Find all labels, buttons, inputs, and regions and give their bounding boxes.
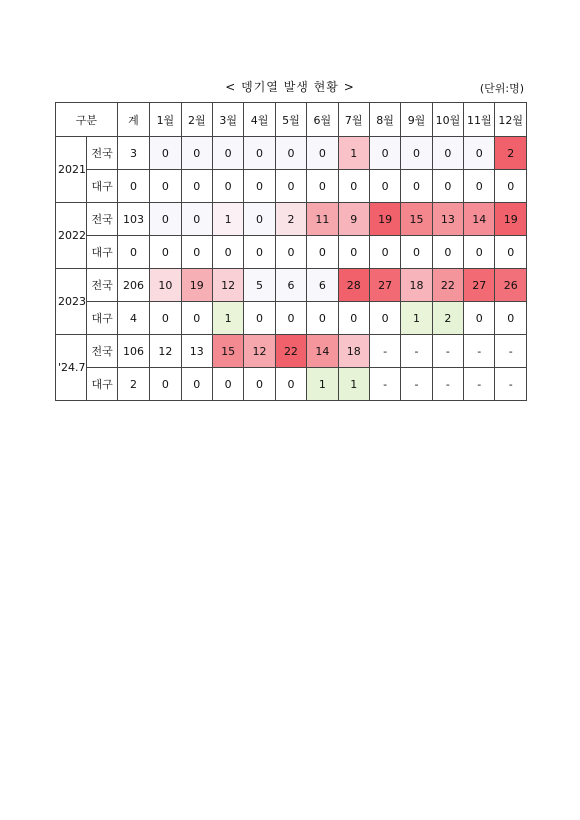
table-row <box>56 335 527 368</box>
header-row <box>56 103 527 137</box>
month-cell: 1 <box>338 368 369 401</box>
month-cell: 0 <box>307 236 338 269</box>
month-cell: 1 <box>212 203 243 236</box>
month-cell: 13 <box>432 203 463 236</box>
month-cell: - <box>369 368 400 401</box>
month-cell: 2 <box>275 203 306 236</box>
month-cell: 11 <box>307 203 338 236</box>
month-cell: 0 <box>181 302 212 335</box>
unit-label: (단위:명) <box>479 82 524 95</box>
month-cell: 19 <box>181 269 212 302</box>
month-cell: 19 <box>495 203 527 236</box>
month-cell: 1 <box>401 302 432 335</box>
header-month: 5월 <box>275 103 306 137</box>
month-cell: 12 <box>212 269 243 302</box>
total-cell: 103 <box>117 203 149 236</box>
header-month: 3월 <box>212 103 243 137</box>
month-cell: 28 <box>338 269 369 302</box>
month-cell: 15 <box>401 203 432 236</box>
month-cell: 0 <box>338 302 369 335</box>
month-cell: 19 <box>369 203 400 236</box>
region-cell: 전국 <box>87 335 117 368</box>
header-month: 7월 <box>338 103 369 137</box>
month-cell: 0 <box>275 170 306 203</box>
month-cell: 0 <box>275 236 306 269</box>
page-title: < 뎅기열 발생 현황 > <box>225 80 355 94</box>
month-cell: 10 <box>150 269 181 302</box>
month-cell: - <box>369 335 400 368</box>
month-cell: - <box>495 368 527 401</box>
table-row <box>56 302 527 335</box>
total-cell: 4 <box>117 302 149 335</box>
region-cell: 대구 <box>87 170 117 203</box>
month-cell: 12 <box>244 335 275 368</box>
header-month: 4월 <box>244 103 275 137</box>
month-cell: 0 <box>150 203 181 236</box>
month-cell: 0 <box>369 137 400 170</box>
total-cell: 2 <box>117 368 149 401</box>
year-cell: 2021 <box>56 137 87 203</box>
month-cell: - <box>401 368 432 401</box>
month-cell: 0 <box>401 236 432 269</box>
region-cell: 전국 <box>87 269 117 302</box>
month-cell: 14 <box>307 335 338 368</box>
month-cell: - <box>401 335 432 368</box>
month-cell: 0 <box>464 170 495 203</box>
table-row <box>56 236 527 269</box>
month-cell: 6 <box>307 269 338 302</box>
year-cell: '24.7 <box>56 335 87 401</box>
month-cell: 22 <box>432 269 463 302</box>
month-cell: 27 <box>369 269 400 302</box>
region-cell: 전국 <box>87 203 117 236</box>
month-cell: 0 <box>432 137 463 170</box>
month-cell: 0 <box>401 170 432 203</box>
region-cell: 대구 <box>87 236 117 269</box>
header-month: 8월 <box>369 103 400 137</box>
header-month: 10월 <box>432 103 463 137</box>
month-cell: 0 <box>369 236 400 269</box>
month-cell: 2 <box>432 302 463 335</box>
month-cell: 0 <box>464 302 495 335</box>
month-cell: 0 <box>464 236 495 269</box>
month-cell: 0 <box>181 236 212 269</box>
month-cell: - <box>495 335 527 368</box>
month-cell: 0 <box>212 170 243 203</box>
dengue-table <box>55 102 527 401</box>
year-cell: 2022 <box>56 203 87 269</box>
month-cell: - <box>464 368 495 401</box>
month-cell: 0 <box>150 137 181 170</box>
month-cell: 0 <box>464 137 495 170</box>
month-cell: 0 <box>307 137 338 170</box>
month-cell: 0 <box>150 236 181 269</box>
header-total: 계 <box>117 103 149 137</box>
region-cell: 전국 <box>87 137 117 170</box>
month-cell: 0 <box>338 170 369 203</box>
header-month: 6월 <box>307 103 338 137</box>
month-cell: 0 <box>181 170 212 203</box>
region-cell: 대구 <box>87 302 117 335</box>
month-cell: 0 <box>275 137 306 170</box>
year-cell: 2023 <box>56 269 87 335</box>
month-cell: 22 <box>275 335 306 368</box>
month-cell: 0 <box>244 137 275 170</box>
table-body <box>56 137 527 401</box>
month-cell: - <box>432 335 463 368</box>
header-month: 9월 <box>401 103 432 137</box>
header-month: 2월 <box>181 103 212 137</box>
header-month: 11월 <box>464 103 495 137</box>
month-cell: 0 <box>244 302 275 335</box>
total-cell: 106 <box>117 335 149 368</box>
month-cell: 0 <box>244 236 275 269</box>
header-month: 12월 <box>495 103 527 137</box>
month-cell: 0 <box>150 368 181 401</box>
total-cell: 3 <box>117 137 149 170</box>
month-cell: 1 <box>338 137 369 170</box>
month-cell: 0 <box>369 170 400 203</box>
month-cell: 15 <box>212 335 243 368</box>
month-cell: 0 <box>307 302 338 335</box>
month-cell: 0 <box>212 236 243 269</box>
month-cell: 27 <box>464 269 495 302</box>
month-cell: 0 <box>401 137 432 170</box>
month-cell: 5 <box>244 269 275 302</box>
region-cell: 대구 <box>87 368 117 401</box>
month-cell: 9 <box>338 203 369 236</box>
month-cell: 26 <box>495 269 527 302</box>
month-cell: 0 <box>150 302 181 335</box>
month-cell: 0 <box>307 170 338 203</box>
month-cell: 0 <box>432 170 463 203</box>
table-row <box>56 368 527 401</box>
month-cell: - <box>464 335 495 368</box>
month-cell: 0 <box>495 302 527 335</box>
month-cell: 1 <box>212 302 243 335</box>
month-cell: 0 <box>212 368 243 401</box>
month-cell: 0 <box>181 368 212 401</box>
month-cell: 0 <box>275 302 306 335</box>
table-row <box>56 269 527 302</box>
month-cell: 6 <box>275 269 306 302</box>
header-category: 구분 <box>56 103 118 137</box>
table-row <box>56 137 527 170</box>
month-cell: 13 <box>181 335 212 368</box>
month-cell: 0 <box>181 203 212 236</box>
month-cell: 0 <box>244 203 275 236</box>
month-cell: 0 <box>150 170 181 203</box>
month-cell: 2 <box>495 137 527 170</box>
month-cell: 14 <box>464 203 495 236</box>
month-cell: 1 <box>307 368 338 401</box>
total-cell: 206 <box>117 269 149 302</box>
table-row <box>56 170 527 203</box>
month-cell: 0 <box>432 236 463 269</box>
month-cell: 0 <box>338 236 369 269</box>
month-cell: 0 <box>181 137 212 170</box>
month-cell: 18 <box>401 269 432 302</box>
month-cell: 0 <box>275 368 306 401</box>
month-cell: 0 <box>369 302 400 335</box>
header-month: 1월 <box>150 103 181 137</box>
month-cell: 0 <box>212 137 243 170</box>
month-cell: 0 <box>244 170 275 203</box>
month-cell: 0 <box>244 368 275 401</box>
month-cell: 0 <box>495 170 527 203</box>
table-row <box>56 203 527 236</box>
month-cell: 12 <box>150 335 181 368</box>
month-cell: 0 <box>495 236 527 269</box>
total-cell: 0 <box>117 170 149 203</box>
total-cell: 0 <box>117 236 149 269</box>
month-cell: 18 <box>338 335 369 368</box>
month-cell: - <box>432 368 463 401</box>
